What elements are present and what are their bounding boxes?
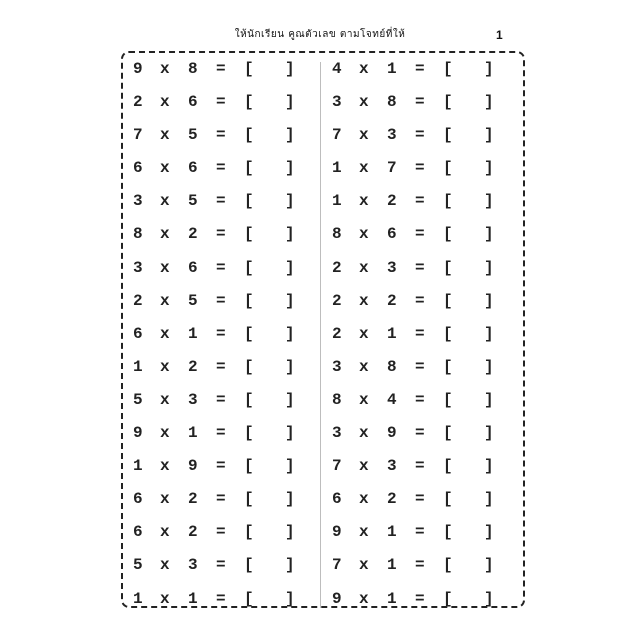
equals-sign: = [415, 523, 425, 542]
multiplier: 2 [188, 523, 198, 542]
times-sign: x [160, 93, 170, 112]
times-sign: x [160, 490, 170, 509]
equals-sign: = [415, 457, 425, 476]
multiplier: 3 [387, 126, 397, 145]
equals-sign: = [216, 192, 226, 211]
equals-sign: = [216, 390, 226, 409]
answer-close-bracket: ] [285, 357, 295, 376]
times-sign: x [160, 60, 170, 78]
answer-close-bracket: ] [484, 93, 494, 112]
problem-row [127, 251, 307, 284]
answer-open-bracket: [ [443, 225, 453, 244]
problem-row [326, 151, 506, 184]
multiplicand: 9 [133, 60, 143, 78]
multiplier: 3 [188, 556, 198, 575]
problem-row [127, 52, 307, 85]
answer-close-bracket: ] [484, 589, 494, 608]
problem-row [127, 85, 307, 118]
multiplicand: 8 [332, 390, 342, 409]
answer-open-bracket: [ [244, 357, 254, 376]
problem-row [326, 548, 506, 581]
times-sign: x [359, 424, 369, 443]
answer-close-bracket: ] [484, 192, 494, 211]
multiplicand: 5 [133, 556, 143, 575]
problem-row [127, 317, 307, 350]
problem-row [127, 515, 307, 548]
multiplicand: 2 [332, 291, 342, 310]
answer-open-bracket: [ [443, 589, 453, 608]
answer-close-bracket: ] [285, 159, 295, 178]
problem-row [326, 350, 506, 383]
times-sign: x [160, 324, 170, 343]
multiplicand: 6 [133, 324, 143, 343]
problem-row [326, 118, 506, 151]
equals-sign: = [216, 60, 226, 78]
multiplicand: 2 [332, 324, 342, 343]
equals-sign: = [216, 159, 226, 178]
multiplicand: 1 [133, 457, 143, 476]
multiplicand: 8 [133, 225, 143, 244]
answer-close-bracket: ] [285, 589, 295, 608]
equals-sign: = [216, 126, 226, 145]
answer-close-bracket: ] [484, 324, 494, 343]
times-sign: x [359, 159, 369, 178]
multiplier: 1 [387, 523, 397, 542]
times-sign: x [359, 93, 369, 112]
answer-open-bracket: [ [443, 93, 453, 112]
answer-close-bracket: ] [285, 424, 295, 443]
equals-sign: = [216, 291, 226, 310]
answer-open-bracket: [ [244, 523, 254, 542]
problem-row [326, 184, 506, 217]
multiplier: 3 [387, 457, 397, 476]
answer-close-bracket: ] [285, 291, 295, 310]
multiplicand: 5 [133, 390, 143, 409]
times-sign: x [160, 457, 170, 476]
equals-sign: = [216, 490, 226, 509]
equals-sign: = [216, 589, 226, 608]
answer-close-bracket: ] [285, 490, 295, 509]
times-sign: x [160, 357, 170, 376]
answer-open-bracket: [ [244, 490, 254, 509]
times-sign: x [359, 192, 369, 211]
problem-row [326, 582, 506, 615]
times-sign: x [359, 357, 369, 376]
multiplicand: 2 [332, 258, 342, 277]
answer-open-bracket: [ [443, 60, 453, 78]
answer-open-bracket: [ [244, 424, 254, 443]
answer-open-bracket: [ [244, 192, 254, 211]
left-problem-column [127, 52, 307, 615]
equals-sign: = [415, 324, 425, 343]
equals-sign: = [415, 556, 425, 575]
times-sign: x [160, 523, 170, 542]
equals-sign: = [415, 258, 425, 277]
equals-sign: = [216, 258, 226, 277]
answer-close-bracket: ] [484, 357, 494, 376]
multiplier: 1 [188, 324, 198, 343]
answer-open-bracket: [ [443, 457, 453, 476]
multiplicand: 2 [133, 93, 143, 112]
equals-sign: = [415, 589, 425, 608]
equals-sign: = [415, 291, 425, 310]
times-sign: x [160, 291, 170, 310]
equals-sign: = [415, 159, 425, 178]
answer-open-bracket: [ [443, 126, 453, 145]
answer-open-bracket: [ [244, 390, 254, 409]
multiplicand: 6 [332, 490, 342, 509]
multiplier: 8 [188, 60, 198, 78]
multiplier: 2 [387, 192, 397, 211]
problem-row [127, 416, 307, 449]
multiplicand: 3 [133, 192, 143, 211]
multiplicand: 1 [133, 357, 143, 376]
multiplier: 1 [387, 556, 397, 575]
multiplicand: 1 [133, 589, 143, 608]
column-divider [320, 62, 321, 608]
equals-sign: = [216, 357, 226, 376]
multiplier: 1 [387, 60, 397, 78]
problem-row [127, 482, 307, 515]
answer-open-bracket: [ [443, 523, 453, 542]
answer-close-bracket: ] [484, 159, 494, 178]
multiplier: 6 [387, 225, 397, 244]
equals-sign: = [415, 60, 425, 78]
answer-close-bracket: ] [285, 225, 295, 244]
answer-open-bracket: [ [443, 390, 453, 409]
multiplier: 2 [188, 357, 198, 376]
problem-row [326, 251, 506, 284]
times-sign: x [160, 589, 170, 608]
problem-row [326, 52, 506, 85]
answer-close-bracket: ] [285, 556, 295, 575]
equals-sign: = [415, 93, 425, 112]
problem-row [127, 151, 307, 184]
answer-open-bracket: [ [443, 357, 453, 376]
equals-sign: = [415, 126, 425, 145]
times-sign: x [359, 126, 369, 145]
problem-row [326, 482, 506, 515]
multiplier: 2 [387, 490, 397, 509]
multiplier: 2 [188, 225, 198, 244]
equals-sign: = [216, 523, 226, 542]
times-sign: x [359, 589, 369, 608]
multiplier: 5 [188, 291, 198, 310]
right-problem-column [326, 52, 506, 615]
problem-row [326, 416, 506, 449]
multiplier: 9 [188, 457, 198, 476]
equals-sign: = [415, 390, 425, 409]
multiplicand: 3 [332, 93, 342, 112]
problem-row [127, 284, 307, 317]
problem-row [326, 449, 506, 482]
multiplicand: 8 [332, 225, 342, 244]
answer-close-bracket: ] [484, 523, 494, 542]
times-sign: x [160, 159, 170, 178]
multiplicand: 1 [332, 159, 342, 178]
answer-open-bracket: [ [244, 60, 254, 78]
answer-close-bracket: ] [285, 390, 295, 409]
problem-row [127, 350, 307, 383]
multiplicand: 7 [133, 126, 143, 145]
answer-close-bracket: ] [285, 457, 295, 476]
times-sign: x [359, 457, 369, 476]
problem-row [326, 217, 506, 250]
answer-open-bracket: [ [443, 192, 453, 211]
answer-close-bracket: ] [285, 258, 295, 277]
multiplier: 5 [188, 126, 198, 145]
equals-sign: = [415, 490, 425, 509]
answer-close-bracket: ] [484, 60, 494, 78]
equals-sign: = [415, 357, 425, 376]
times-sign: x [359, 490, 369, 509]
multiplicand: 6 [133, 523, 143, 542]
answer-open-bracket: [ [244, 291, 254, 310]
multiplicand: 3 [133, 258, 143, 277]
multiplicand: 6 [133, 159, 143, 178]
problem-row [127, 548, 307, 581]
answer-open-bracket: [ [244, 126, 254, 145]
times-sign: x [160, 126, 170, 145]
times-sign: x [359, 324, 369, 343]
answer-close-bracket: ] [285, 324, 295, 343]
multiplicand: 4 [332, 60, 342, 78]
equals-sign: = [415, 424, 425, 443]
problem-row [326, 317, 506, 350]
times-sign: x [160, 258, 170, 277]
problem-row [127, 449, 307, 482]
answer-open-bracket: [ [443, 258, 453, 277]
equals-sign: = [216, 93, 226, 112]
multiplier: 1 [387, 324, 397, 343]
problem-row [127, 118, 307, 151]
equals-sign: = [216, 225, 226, 244]
answer-close-bracket: ] [484, 556, 494, 575]
times-sign: x [160, 390, 170, 409]
multiplicand: 3 [332, 424, 342, 443]
answer-open-bracket: [ [244, 258, 254, 277]
multiplicand: 9 [332, 523, 342, 542]
answer-open-bracket: [ [443, 159, 453, 178]
equals-sign: = [216, 424, 226, 443]
answer-close-bracket: ] [484, 490, 494, 509]
answer-close-bracket: ] [484, 225, 494, 244]
multiplier: 3 [387, 258, 397, 277]
multiplicand: 7 [332, 556, 342, 575]
times-sign: x [359, 258, 369, 277]
equals-sign: = [415, 192, 425, 211]
multiplier: 3 [188, 390, 198, 409]
multiplier: 8 [387, 357, 397, 376]
answer-open-bracket: [ [443, 556, 453, 575]
answer-open-bracket: [ [244, 457, 254, 476]
equals-sign: = [216, 556, 226, 575]
answer-close-bracket: ] [484, 258, 494, 277]
times-sign: x [160, 556, 170, 575]
answer-open-bracket: [ [443, 324, 453, 343]
problem-row [326, 515, 506, 548]
times-sign: x [160, 192, 170, 211]
multiplier: 5 [188, 192, 198, 211]
problem-row [127, 383, 307, 416]
times-sign: x [359, 556, 369, 575]
answer-open-bracket: [ [244, 159, 254, 178]
problem-row [326, 85, 506, 118]
multiplier: 9 [387, 424, 397, 443]
answer-open-bracket: [ [244, 589, 254, 608]
multiplier: 2 [188, 490, 198, 509]
answer-close-bracket: ] [285, 192, 295, 211]
multiplier: 8 [387, 93, 397, 112]
answer-close-bracket: ] [285, 60, 295, 78]
multiplier: 2 [387, 291, 397, 310]
times-sign: x [359, 523, 369, 542]
multiplier: 1 [387, 589, 397, 608]
answer-open-bracket: [ [443, 490, 453, 509]
multiplier: 6 [188, 258, 198, 277]
answer-close-bracket: ] [484, 390, 494, 409]
times-sign: x [160, 225, 170, 244]
multiplicand: 7 [332, 457, 342, 476]
answer-close-bracket: ] [484, 291, 494, 310]
times-sign: x [160, 424, 170, 443]
multiplier: 7 [387, 159, 397, 178]
times-sign: x [359, 291, 369, 310]
multiplicand: 6 [133, 490, 143, 509]
multiplier: 4 [387, 390, 397, 409]
problem-row [127, 582, 307, 615]
answer-close-bracket: ] [285, 93, 295, 112]
answer-close-bracket: ] [484, 457, 494, 476]
multiplier: 6 [188, 93, 198, 112]
answer-open-bracket: [ [443, 424, 453, 443]
multiplicand: 3 [332, 357, 342, 376]
page-number: 1 [496, 28, 503, 42]
answer-close-bracket: ] [285, 126, 295, 145]
answer-open-bracket: [ [244, 225, 254, 244]
equals-sign: = [216, 324, 226, 343]
equals-sign: = [415, 225, 425, 244]
multiplicand: 2 [133, 291, 143, 310]
answer-close-bracket: ] [285, 523, 295, 542]
worksheet-title: ให้นักเรียน คูณตัวเลข ตามโจทย์ที่ให้ [234, 29, 406, 40]
multiplier: 1 [188, 424, 198, 443]
answer-close-bracket: ] [484, 424, 494, 443]
equals-sign: = [216, 457, 226, 476]
problem-row [326, 383, 506, 416]
answer-close-bracket: ] [484, 126, 494, 145]
problem-row [127, 217, 307, 250]
problem-row [127, 184, 307, 217]
times-sign: x [359, 60, 369, 78]
multiplicand: 1 [332, 192, 342, 211]
multiplicand: 9 [133, 424, 143, 443]
answer-open-bracket: [ [244, 324, 254, 343]
multiplicand: 9 [332, 589, 342, 608]
answer-open-bracket: [ [443, 291, 453, 310]
problem-row [326, 284, 506, 317]
multiplicand: 7 [332, 126, 342, 145]
multiplier: 1 [188, 589, 198, 608]
answer-open-bracket: [ [244, 556, 254, 575]
times-sign: x [359, 390, 369, 409]
answer-open-bracket: [ [244, 93, 254, 112]
multiplier: 6 [188, 159, 198, 178]
times-sign: x [359, 225, 369, 244]
